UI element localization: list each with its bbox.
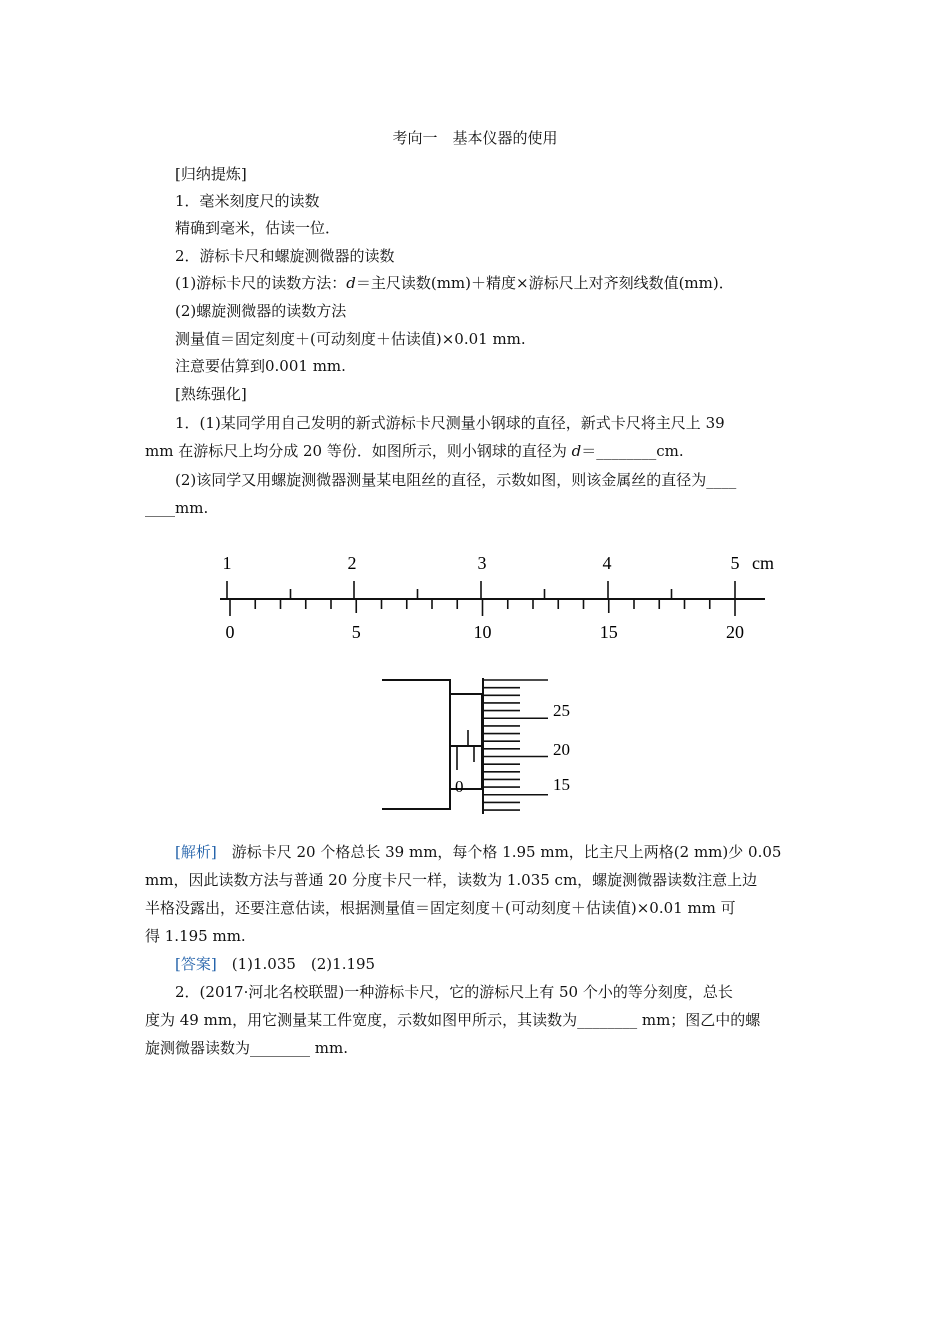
solution-line-1: [175, 842, 781, 862]
thimble-label: 20: [553, 740, 570, 759]
summary-heading: [归纳提炼]: [175, 165, 247, 183]
answer-text: (1)1.035 (2)1.195: [216, 955, 376, 973]
thimble-label: 25: [553, 701, 570, 720]
main-scale-label: 1: [222, 553, 232, 573]
vernier-scale-label: 10: [473, 622, 492, 642]
unit-label: cm: [752, 553, 774, 573]
question-1-line-1: 1．(1)某同学用自己发明的新式游标卡尺测量小钢球的直径，新式卡尺将主尺上 39: [175, 414, 725, 432]
thimble-scale-labels: [553, 701, 570, 794]
thimble-label: 15: [553, 775, 570, 794]
solution-tag: [解析]: [175, 843, 217, 861]
main-scale-label: 5: [730, 553, 740, 573]
main-scale-label: 4: [602, 553, 612, 573]
summary-item-1: 1．毫米刻度尺的读数: [175, 192, 320, 210]
caliper-method-formula: ＝主尺读数(mm)＋精度×游标尺上对齐刻线数值(mm)．: [355, 274, 734, 292]
thimble-scale-ticks: [484, 680, 548, 810]
vernier-caliper-figure: [200, 540, 800, 650]
question-1b-line-2: ____mm.: [145, 499, 209, 517]
vernier-scale-label: 5: [351, 622, 361, 642]
question-1-line-2: [145, 441, 684, 461]
question-1-answer-blank: ＝________cm.: [581, 442, 684, 460]
vernier-scale-label: 0: [225, 622, 235, 642]
question-1-line-2-prefix: mm 在游标尺上均分成 20 等份．如图所示，则小钢球的直径为: [145, 442, 572, 460]
answer-tag: [答案]: [175, 955, 217, 973]
thimble-edge: [482, 678, 484, 814]
vernier-scale-labels: [226, 622, 745, 642]
question-2-line-3: 旋测微器读数为________ mm.: [145, 1039, 348, 1057]
main-scale-label: 3: [477, 553, 487, 573]
variable-d: d: [571, 442, 582, 460]
main-scale-labels: [223, 553, 740, 573]
section-title: 考向一 基本仪器的使用: [392, 129, 558, 147]
solution-line-4: 得 1.195 mm.: [145, 927, 246, 945]
summary-micrometer-formula: 测量值＝固定刻度＋(可动刻度＋估读值)×0.01 mm.: [175, 330, 526, 348]
summary-item-2: 2．游标卡尺和螺旋测微器的读数: [175, 247, 395, 265]
answer-line: [175, 954, 375, 974]
vernier-scale-ticks: [230, 599, 735, 616]
summary-caliper-method: [175, 273, 734, 293]
practice-heading: [熟练强化]: [175, 385, 247, 403]
summary-item-1-text: 精确到毫米，估读一位．: [175, 219, 341, 237]
vernier-scale-label: 15: [599, 622, 618, 642]
summary-note: 注意要估算到0.001 mm.: [175, 357, 346, 375]
solution-text: 游标卡尺 20 个格总长 39 mm，每个格 1.95 mm，比主尺上两格(2 mm)少 0.05: [216, 843, 782, 861]
question-2-line-2: 度为 49 mm，用它测量某工件宽度，示数如图甲所示，其读数为________ mm；图乙中的螺: [145, 1011, 761, 1029]
solution-line-2: mm，因此读数方法与普通 20 分度卡尺一样，读数为 1.035 cm，螺旋测微器读数注意上边: [145, 871, 758, 889]
solution-line-3: 半格没露出，还要注意估读，根据测量值＝固定刻度＋(可动刻度＋估读值)×0.01 mm 可: [145, 899, 736, 917]
summary-micrometer-method: (2)螺旋测微器的读数方法: [175, 302, 347, 320]
micrometer-frame: [382, 680, 482, 809]
main-scale-label: 2: [347, 553, 357, 573]
question-1b-line-1: (2)该同学又用螺旋测微器测量某电阻丝的直径，示数如图，则该金属丝的直径为____: [175, 471, 737, 489]
question-2-line-1: 2．(2017·河北名校联盟)一种游标卡尺，它的游标尺上有 50 个小的等分刻度，总长: [175, 983, 733, 1001]
main-scale-ticks: [227, 581, 735, 599]
variable-d: d: [346, 274, 356, 292]
caliper-method-prefix: (1)游标卡尺的读数方法：: [175, 274, 347, 292]
vernier-scale-label: 20: [726, 622, 744, 642]
sleeve-zero-label: 0: [455, 777, 464, 796]
micrometer-figure: [380, 672, 620, 817]
